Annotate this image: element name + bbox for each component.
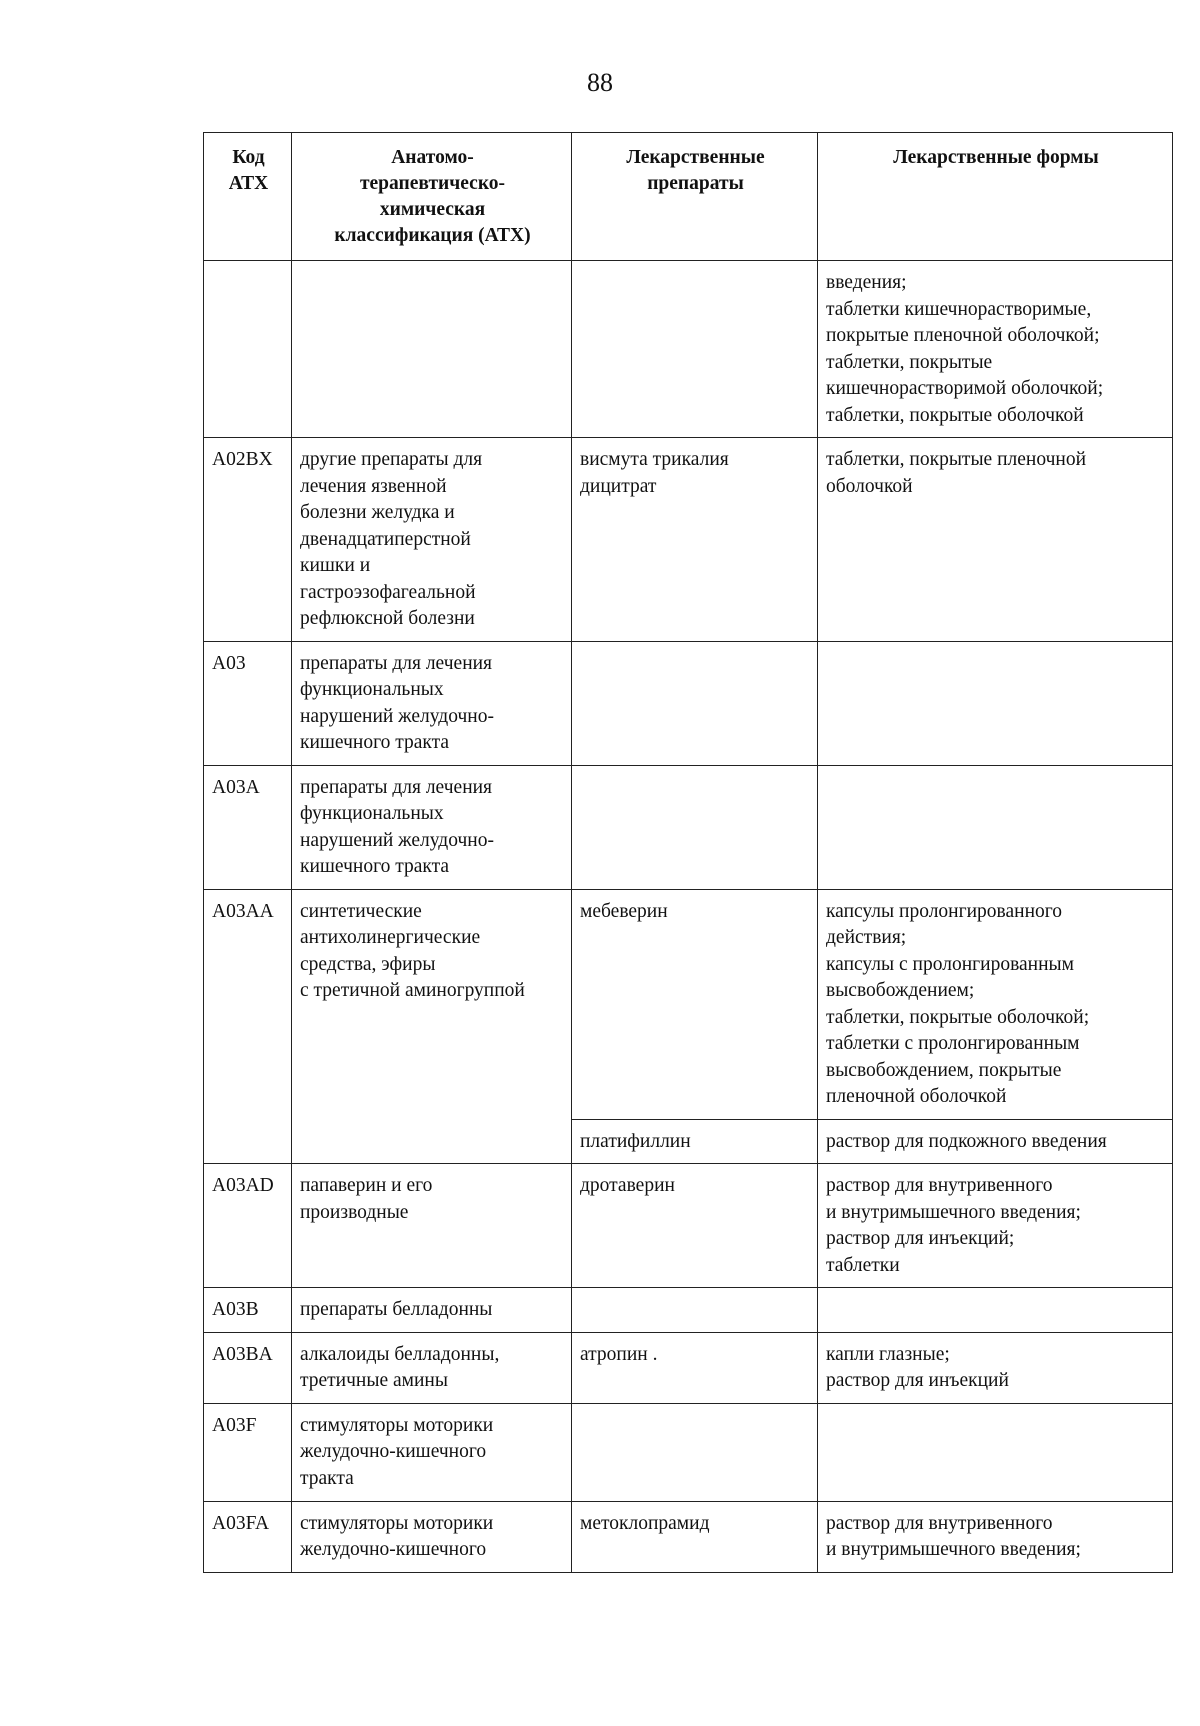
atx-classification-cell: [292, 1501, 572, 1572]
atx-classification-line: двенадцатиперстной: [300, 528, 471, 550]
dosage-forms-cell: [818, 889, 1173, 1119]
header-atx-line: химическая: [379, 199, 486, 220]
dosage-form-line: и внутримышечного введения;: [826, 1201, 1081, 1223]
atx-classification-line: третичные амины: [300, 1370, 448, 1391]
atx-code-cell: [204, 261, 292, 438]
table-row: [204, 1403, 1173, 1501]
dosage-form-line: высвобождением;: [826, 980, 975, 1001]
dosage-form-line: капсулы пролонгированного: [826, 900, 1063, 922]
dosage-forms-cell: [818, 1288, 1173, 1333]
header-code-line: АТХ: [228, 173, 269, 194]
atx-classification-cell: [292, 1164, 572, 1288]
drug-cell: [572, 438, 818, 642]
dosage-form-line: таблетки, покрытые пленочной: [826, 449, 1087, 470]
dosage-form-line: таблетки, покрытые оболочкой: [826, 404, 1084, 426]
header-forms-line: Лекарственные формы: [893, 147, 1099, 168]
dosage-form-line: раствор для внутривенного: [826, 1175, 1053, 1196]
dosage-form-line: высвобождением, покрытые: [826, 1059, 1062, 1081]
atx-classification-line: антихолинергические: [300, 927, 481, 948]
atx-classification-line: другие препараты для: [300, 449, 483, 470]
atx-classification-line: функциональных: [300, 803, 444, 824]
dosage-form-line: таблетки, покрытые: [826, 351, 993, 373]
dosage-form-line: введения;: [826, 272, 907, 293]
dosage-forms-cell: [818, 1164, 1173, 1288]
header-code: [204, 133, 292, 261]
table-row: [204, 641, 1173, 765]
atx-classification-line: препараты для лечения: [300, 652, 493, 674]
table-row: [204, 889, 1173, 1119]
atx-code-cell: A03: [204, 641, 292, 765]
atx-classification-line: гастроэзофагеальной: [300, 581, 476, 603]
header-dosage-forms: [818, 133, 1173, 261]
table-row: [204, 1288, 1173, 1333]
atx-classification-cell: [292, 889, 572, 1164]
drug-name-line: платифиллин: [580, 1130, 691, 1152]
header-atx-line: терапевтическо-: [359, 173, 506, 194]
dosage-forms-cell: [818, 1501, 1173, 1572]
dosage-form-line: пленочной оболочкой: [826, 1086, 1007, 1107]
atx-classification-line: нарушений желудочно-: [300, 829, 494, 851]
atx-classification-line: желудочно-кишечного: [300, 1441, 487, 1462]
table-row: [204, 1501, 1173, 1572]
header-drugs-line: Лекарственные: [626, 147, 765, 168]
dosage-form-line: раствор для инъекций: [826, 1370, 1009, 1391]
drug-cell: [572, 641, 818, 765]
dosage-form-line: покрытые пленочной оболочкой;: [826, 325, 1100, 346]
atx-classification-line: нарушений желудочно-: [300, 705, 494, 727]
dosage-form-line: капсулы с пролонгированным: [826, 953, 1074, 975]
dosage-form-line: таблетки кишечнорастворимые,: [826, 298, 1092, 320]
header-drugs: [572, 133, 818, 261]
drug-cell: [572, 1501, 818, 1572]
dosage-forms-cell: [818, 438, 1173, 642]
atx-classification-line: с третичной аминогруппой: [300, 980, 525, 1001]
atx-classification-line: алкалоиды белладонны,: [300, 1343, 500, 1365]
table-body: [204, 261, 1173, 1573]
atx-classification-line: рефлюксной болезни: [300, 608, 475, 629]
dosage-form-line: оболочкой: [826, 475, 913, 497]
drug-name-line: метоклопрамид: [580, 1512, 710, 1534]
atx-classification-cell: [292, 438, 572, 642]
atx-classification-line: папаверин и его: [300, 1175, 433, 1196]
atx-classification-line: функциональных: [300, 679, 444, 700]
atx-classification-cell: [292, 261, 572, 438]
atx-code-cell: A03A: [204, 765, 292, 889]
atx-classification-line: средства, эфиры: [300, 953, 436, 975]
drug-name-line: мебеверин: [580, 900, 668, 922]
drug-name-line: атропин .: [580, 1343, 658, 1365]
drug-cell: [572, 765, 818, 889]
dosage-form-line: и внутримышечного введения;: [826, 1539, 1081, 1560]
dosage-form-line: действия;: [826, 927, 907, 948]
dosage-forms-cell: [818, 1119, 1173, 1164]
dosage-form-line: таблетки, покрытые оболочкой;: [826, 1006, 1090, 1028]
atx-classification-line: болезни желудка и: [300, 502, 455, 523]
drug-cell: [572, 261, 818, 438]
header-atx-classification: [292, 133, 572, 261]
atx-classification-line: препараты для лечения: [300, 776, 493, 798]
header-atx-line: классификация (АТХ): [334, 225, 531, 246]
atx-classification-line: кишечного тракта: [300, 732, 450, 753]
atx-classification-line: тракта: [300, 1467, 354, 1489]
atx-classification-cell: [292, 1332, 572, 1403]
atx-classification-line: желудочно-кишечного: [300, 1539, 487, 1560]
table-row: [204, 261, 1173, 438]
drug-cell: [572, 1332, 818, 1403]
atx-code-cell: A03F: [204, 1403, 292, 1501]
atx-classification-line: кишки и: [300, 555, 371, 576]
atx-classification-cell: [292, 1288, 572, 1333]
atx-classification-line: лечения язвенной: [300, 475, 447, 497]
dosage-forms-cell: [818, 261, 1173, 438]
dosage-form-line: кишечнорастворимой оболочкой;: [826, 378, 1104, 399]
drug-cell: [572, 1403, 818, 1501]
table-row: [204, 438, 1173, 642]
dosage-forms-cell: [818, 765, 1173, 889]
dosage-form-line: раствор для подкожного введения: [826, 1130, 1107, 1152]
drug-cell: [572, 1288, 818, 1333]
atx-classification-line: стимуляторы моторики: [300, 1512, 494, 1534]
table-row: [204, 765, 1173, 889]
drug-cell: [572, 889, 818, 1119]
atx-classification-cell: [292, 641, 572, 765]
drug-cell: [572, 1164, 818, 1288]
atx-table: [203, 132, 1173, 1573]
table-row: [204, 1332, 1173, 1403]
header-drugs-line: препараты: [647, 173, 744, 194]
dosage-form-line: таблетки: [826, 1254, 900, 1276]
atx-code-cell: A02BX: [204, 438, 292, 642]
dosage-form-line: раствор для инъекций;: [826, 1228, 1015, 1249]
atx-classification-line: препараты белладонны: [300, 1299, 493, 1320]
drug-name-line: дицитрат: [580, 475, 657, 497]
dosage-form-line: капли глазные;: [826, 1343, 950, 1365]
atx-code-cell: A03BA: [204, 1332, 292, 1403]
atx-code-cell: A03AA: [204, 889, 292, 1164]
header-atx-line: Анатомо-: [391, 147, 474, 168]
drug-cell: [572, 1119, 818, 1164]
page-number: 88: [587, 68, 613, 97]
dosage-forms-cell: [818, 1403, 1173, 1501]
atx-classification-line: кишечного тракта: [300, 856, 450, 877]
atx-classification-cell: [292, 1403, 572, 1501]
atx-classification-line: синтетические: [300, 900, 422, 922]
atx-classification-line: производные: [300, 1201, 409, 1223]
atx-classification-cell: [292, 765, 572, 889]
table-row: [204, 1164, 1173, 1288]
atx-code-cell: A03B: [204, 1288, 292, 1333]
atx-code-cell: A03FA: [204, 1501, 292, 1572]
dosage-forms-cell: [818, 641, 1173, 765]
header-code-line: Код: [232, 147, 265, 168]
atx-classification-line: стимуляторы моторики: [300, 1414, 494, 1436]
dosage-forms-cell: [818, 1332, 1173, 1403]
drug-name-line: дротаверин: [580, 1175, 675, 1196]
dosage-form-line: раствор для внутривенного: [826, 1512, 1053, 1534]
table-header-row: [204, 133, 1173, 261]
atx-code-cell: A03AD: [204, 1164, 292, 1288]
drug-name-line: висмута трикалия: [580, 449, 729, 470]
dosage-form-line: таблетки с пролонгированным: [826, 1033, 1080, 1054]
